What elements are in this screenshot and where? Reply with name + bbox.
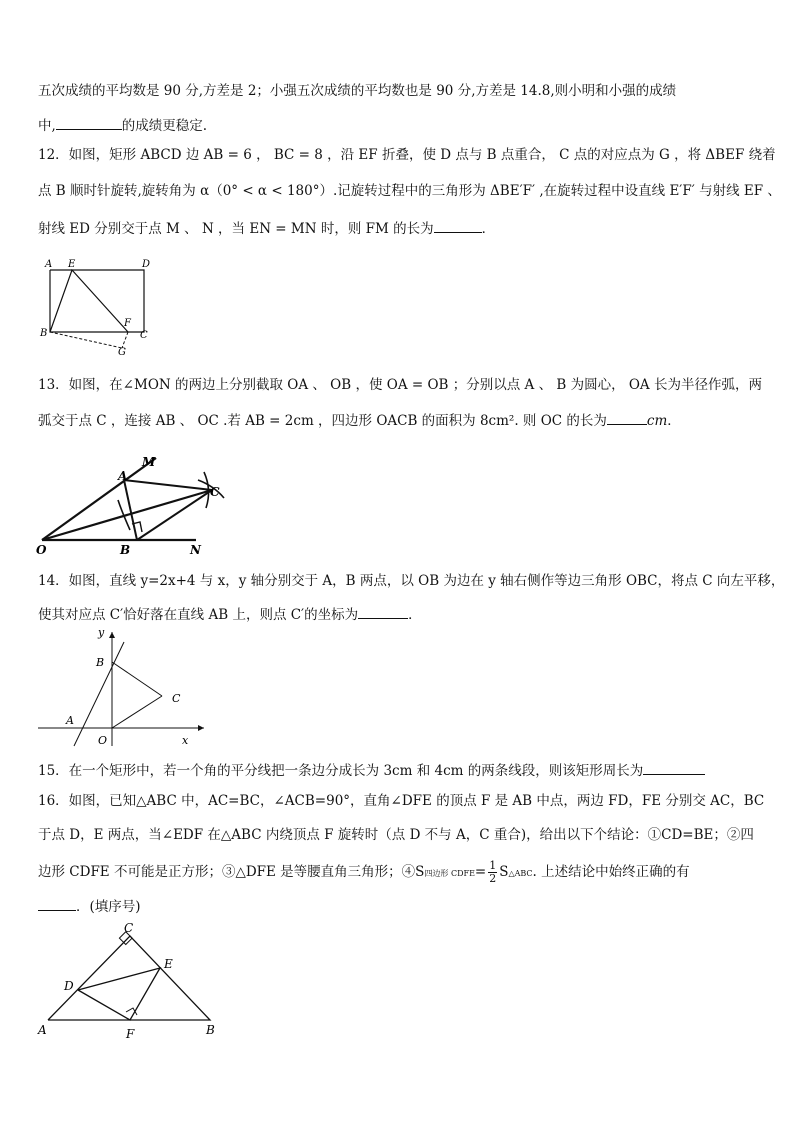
q13-line2-pre: 弧交于点 C ，连接 AB 、 OC .若 AB = 2cm ，四边形 OACB 的面积为 8cm². 则 OC 的长为 [38, 413, 607, 429]
q12-answer-blank[interactable] [434, 218, 482, 233]
q14-coordinate-figure [34, 622, 214, 750]
q13-answer-blank[interactable] [607, 410, 647, 425]
q16-label-e: E [164, 957, 173, 971]
q15-line1-text: 15．在一个矩形中，若一个角的平分线把一条边分成长为 3cm 和 4cm 的两条线段，则该矩形周长为 [38, 763, 644, 779]
q15-answer-blank[interactable] [643, 760, 705, 775]
q16-label-c: C [124, 921, 134, 935]
q14-label-o: O [98, 734, 108, 747]
q12-label-f: F [124, 318, 131, 329]
q14-label-c: C [172, 692, 181, 705]
q15-line1 [38, 760, 705, 780]
q16-line2: 于点 D，E 两点，当∠EDF 在△ABC 内绕顶点 F 旋转时（点 D 不与 A，C 重合)，给出以下个结论：①CD=BE；②四 [38, 827, 754, 843]
q16-line3 [38, 860, 690, 885]
q16-label-d: D [64, 979, 74, 993]
q14-line2-post: ． [408, 607, 422, 623]
q16-line4-post: ．(填序号) [76, 899, 141, 915]
q11-line2-pre: 中, [38, 118, 56, 134]
q11-line2-post: 的成绩更稳定. [121, 118, 208, 134]
q11-line2 [38, 115, 207, 135]
q14-line2-pre: 使其对应点 C′恰好落在直线 AB 上，则点 C′的坐标为 [38, 607, 359, 623]
q16-label-b: B [206, 1023, 215, 1037]
q13-label-o: O [36, 543, 47, 557]
q13-label-c: C [210, 485, 220, 499]
q13-label-m: M [142, 455, 156, 469]
q14-answer-blank[interactable] [358, 604, 408, 619]
q12-label-b: B [40, 328, 48, 339]
q16-line3-sub2: △ABC [508, 869, 533, 878]
q14-label-x: x [182, 734, 189, 747]
q13-line2 [38, 410, 681, 430]
q12-line3 [38, 218, 495, 238]
q13-label-a: A [118, 469, 128, 483]
q13-line1: 13．如图，在∠MON 的两边上分别截取 OA 、 OB ，使 OA = OB ；分别以点 A 、 B 为圆心， OA 长为半径作弧，两 [38, 377, 762, 393]
q12-label-c: C [140, 330, 148, 341]
q16-fraction-num: 1 [489, 859, 497, 872]
q14-label-y: y [98, 626, 105, 639]
q16-line3-sub: 四边形 CDFE [424, 869, 475, 878]
q16-line1: 16．如图，已知△ABC 中，AC=BC，∠ACB=90°，直角∠DFE 的顶点 F 是 AB 中点，两边 FD，FE 分别交 AC，BC [38, 793, 765, 809]
q16-label-a: A [38, 1023, 47, 1037]
q12-line1: 12．如图，矩形 ABCD 边 AB = 6 ， BC = 8 ，沿 EF 折叠，使 D 点与 B 点重合， C 点的对应点为 G ，将 ΔBEF 绕着 [38, 147, 776, 163]
q13-line2-post: ． [667, 413, 681, 429]
q16-line4 [38, 896, 141, 916]
q16-line3-a: 边形 CDFE 不可能是正方形；③△DFE 是等腰直角三角形；④S [38, 864, 425, 880]
q14-line2 [38, 604, 422, 624]
q13-line2-unit: cm [646, 413, 668, 429]
q16-fraction [488, 860, 497, 885]
q13-label-n: N [190, 543, 201, 557]
q16-line3-eq: = [474, 864, 487, 880]
q14-line1: 14．如图，直线 y=2x+4 与 x，y 轴分别交于 A，B 两点，以 OB 为边在 y 轴右侧作等边三角形 OBC，将点 C 向左平移， [38, 573, 785, 589]
q12-label-e: E [68, 259, 76, 270]
q16-triangle-figure [34, 918, 228, 1042]
q12-rectangle-figure [36, 256, 156, 358]
q13-label-b: B [120, 543, 131, 557]
q13-angle-figure [34, 450, 230, 560]
q12-label-g: G [118, 347, 126, 358]
q12-line3-pre: 射线 ED 分别交于点 M 、 N ，当 EN = MN 时，则 FM 的长为 [38, 221, 434, 237]
q16-line3-b: S [499, 864, 509, 880]
q16-fraction-den: 2 [489, 872, 497, 885]
q12-line2: 点 B 顺时针旋转,旋转角为 α（0° < α < 180°）.记旋转过程中的三角形为 ΔBE′F′ ,在旋转过程中设直线 E′F′ 与射线 EF 、 [38, 183, 781, 199]
q14-label-b: B [96, 656, 105, 669]
q11-answer-blank[interactable] [56, 115, 122, 130]
q16-answer-blank[interactable] [38, 896, 76, 911]
q16-line3-c: . 上述结论中始终正确的有 [532, 864, 690, 880]
q16-label-f: F [126, 1027, 135, 1041]
q11-line1: 五次成绩的平均数是 90 分,方差是 2；小强五次成绩的平均数也是 90 分,方差是 14.8,则小明和小强的成绩 [38, 83, 677, 99]
q12-line3-post: ． [481, 221, 496, 237]
q12-label-d: D [142, 259, 151, 270]
q14-label-a: A [66, 714, 74, 727]
q12-label-a: A [45, 259, 53, 270]
